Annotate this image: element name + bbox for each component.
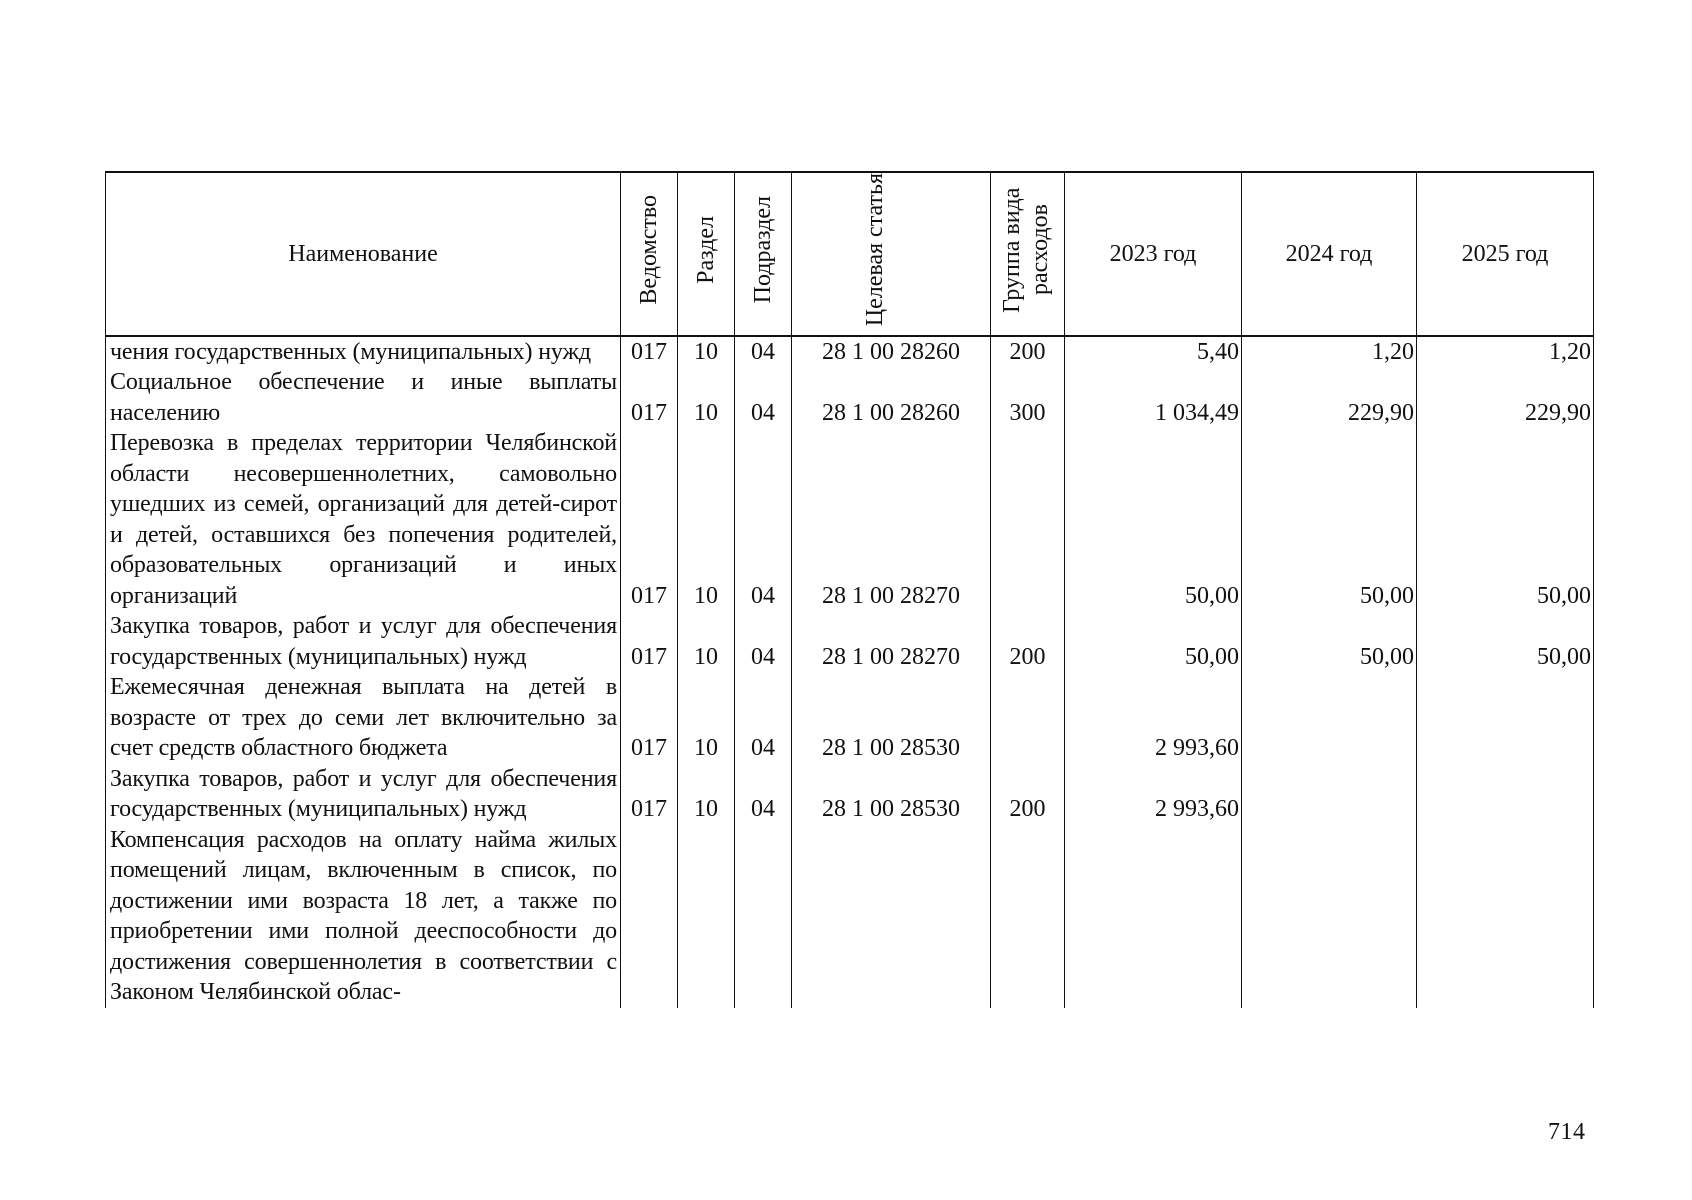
row-expense-group: 200 [991,336,1065,368]
row-amount-2023: 5,40 [1065,336,1242,368]
row-amount-2023: 50,00 [1065,611,1242,672]
row-name: Социальное обеспечение и иные выплаты населению [106,367,621,428]
table-header-row [106,172,1594,336]
row-subsection: 04 [735,336,792,368]
header-year-2023 [1065,172,1242,336]
row-section: 10 [678,428,735,611]
header-name [106,172,621,336]
table-row [106,611,1594,672]
row-amount-2024: 50,00 [1242,428,1417,611]
header-expense-group [991,172,1065,336]
row-name: чения государственных (муниципальных) нужд [106,336,621,368]
row-amount-2024 [1242,825,1417,1008]
row-amount-2025: 50,00 [1417,428,1594,611]
row-department [621,825,678,1008]
row-amount-2024 [1242,672,1417,764]
row-target-article: 28 1 00 28260 [792,336,991,368]
row-department: 017 [621,336,678,368]
row-amount-2025: 50,00 [1417,611,1594,672]
row-section: 10 [678,764,735,825]
table-row [106,336,1594,368]
row-expense-group [991,825,1065,1008]
header-section-label: Раздел [693,215,719,284]
row-amount-2025 [1417,672,1594,764]
row-subsection [735,825,792,1008]
row-department: 017 [621,367,678,428]
row-expense-group: 300 [991,367,1065,428]
table-row [106,367,1594,428]
header-year-2024-label: 2024 год [1285,240,1373,267]
table-row [106,428,1594,611]
header-target-article-label: Целевая статья [862,173,888,327]
budget-table [105,171,1594,1008]
header-subsection [735,172,792,336]
row-department: 017 [621,764,678,825]
row-target-article: 28 1 00 28530 [792,672,991,764]
row-amount-2023: 1 034,49 [1065,367,1242,428]
header-department-label: Ведомство [636,194,662,305]
row-amount-2024 [1242,764,1417,825]
row-name: Закупка товаров, работ и услуг для обеспечения государственных (муниципальных) нужд [106,611,621,672]
row-subsection: 04 [735,611,792,672]
row-department: 017 [621,611,678,672]
page-number: 714 [1548,1119,1586,1145]
row-name: Ежемесячная денежная выплата на детей в возрасте от трех до семи лет включительно за счет средств областного бюджета [106,672,621,764]
row-name: Перевозка в пределах территории Челябинской области несовершеннолетних, самовольно ушедших из семей, организаций для детей-сирот и детей, оставшихся без попечения родителей, образовательных организаций и иных организаций [106,428,621,611]
header-target-article [792,172,991,336]
row-amount-2024: 1,20 [1242,336,1417,368]
header-section [678,172,735,336]
row-amount-2025: 1,20 [1417,336,1594,368]
row-amount-2025 [1417,764,1594,825]
header-name-label: Наименование [288,240,438,267]
row-amount-2023: 2 993,60 [1065,764,1242,825]
header-year-2023-label: 2023 год [1109,240,1197,267]
row-amount-2025 [1417,825,1594,1008]
row-expense-group [991,672,1065,764]
row-expense-group: 200 [991,764,1065,825]
row-amount-2023 [1065,825,1242,1008]
row-subsection: 04 [735,672,792,764]
row-target-article: 28 1 00 28530 [792,764,991,825]
row-name: Компенсация расходов на оплату найма жилых помещений лицам, включенным в список, по достижении ими возраста 18 лет, а также по приобретении ими полной дееспособности до достижения совершеннолетия в соответствии с Законом Челябинской облас- [106,825,621,1008]
row-section: 10 [678,367,735,428]
header-department [621,172,678,336]
row-amount-2023: 2 993,60 [1065,672,1242,764]
header-year-2025-label: 2025 год [1461,240,1549,267]
row-section: 10 [678,672,735,764]
row-expense-group: 200 [991,611,1065,672]
row-amount-2025: 229,90 [1417,367,1594,428]
row-expense-group [991,428,1065,611]
row-section [678,825,735,1008]
table-row [106,825,1594,1008]
row-section: 10 [678,611,735,672]
row-subsection: 04 [735,428,792,611]
row-subsection: 04 [735,367,792,428]
header-year-2025 [1417,172,1594,336]
header-expense-group-label: Группа вида расходов [998,186,1053,313]
row-department: 017 [621,428,678,611]
row-target-article: 28 1 00 28260 [792,367,991,428]
row-name: Закупка товаров, работ и услуг для обеспечения государственных (муниципальных) нужд [106,764,621,825]
header-year-2024 [1242,172,1417,336]
budget-sheet [105,171,1593,1099]
row-target-article: 28 1 00 28270 [792,428,991,611]
row-amount-2024: 50,00 [1242,611,1417,672]
row-amount-2024: 229,90 [1242,367,1417,428]
table-row [106,764,1594,825]
table-row [106,672,1594,764]
header-subsection-label: Подраздел [750,195,776,304]
row-amount-2023: 50,00 [1065,428,1242,611]
row-department: 017 [621,672,678,764]
row-section: 10 [678,336,735,368]
row-target-article [792,825,991,1008]
row-subsection: 04 [735,764,792,825]
row-target-article: 28 1 00 28270 [792,611,991,672]
